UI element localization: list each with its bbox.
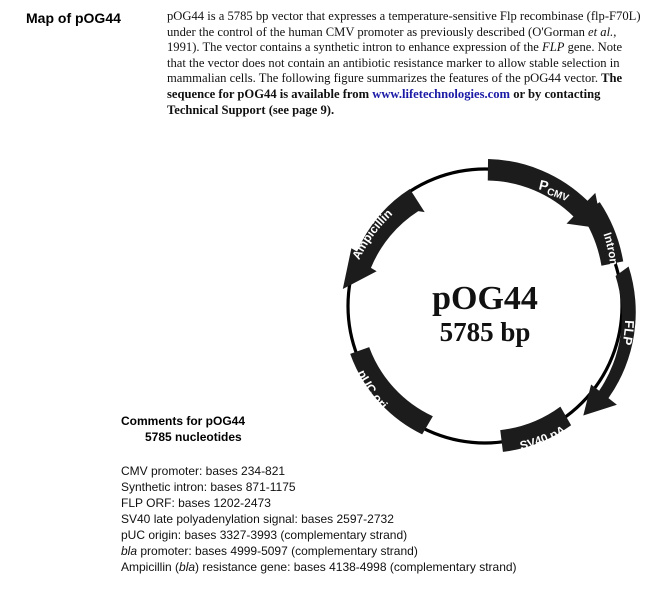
intro-bold-2: or by contacting Technical Support (see page 9). — [167, 86, 601, 117]
feature-cmv: CMV promoter: bases 234-821 — [121, 464, 286, 478]
intron-label: Intron — [600, 231, 620, 267]
pcmv-label: P — [537, 176, 551, 195]
intro-bold-1: The sequence for pOG44 is available from — [167, 71, 623, 101]
plasmid-size: 5785 bp — [439, 317, 531, 347]
feature-puc: pUC origin: bases 3327-3993 (complementary strand) — [121, 528, 408, 542]
intro-flp-gene: FLP — [542, 40, 565, 55]
intro-text-1: pOG44 is a 5785 bp vector that expresses a temperature-sensitive Flp recombinase (flp-F70L) under the control of the human CMV promoter as previously described (O'Gorman — [167, 9, 641, 39]
plasmid-name: pOG44 — [432, 280, 538, 317]
bla-promoter-text: promoter: bases 4999-5097 (complementary strand) — [137, 544, 418, 558]
flp-label: FLP — [619, 319, 638, 347]
comments-block — [121, 413, 321, 445]
comments-subtitle: 5785 nucleotides — [145, 430, 242, 444]
puc-ori-block — [350, 347, 433, 434]
section-heading: Map of pOG44 — [26, 10, 121, 26]
ampicillin-arrow — [343, 189, 425, 289]
ampicillin-label: Ampicillin — [349, 206, 395, 262]
bla-promoter-italic: bla — [121, 544, 138, 558]
intro-text-2: , 1991). The vector contains a synthetic intron to enhance expression of the — [167, 24, 617, 55]
puc-ori-label: pUC ori — [354, 367, 391, 413]
feature-flp: FLP ORF: bases 1202-2473 — [121, 496, 271, 510]
feature-bla-promoter — [121, 543, 641, 559]
intro-etal: et al. — [588, 24, 614, 39]
amp-italic: bla — [179, 560, 196, 574]
intro-text-3: gene. Note that the vector does not contain an antibiotic resistance marker to allow stable selection in mammalian cells. The following figure summarizes the features of the pOG44 vector. — [167, 40, 623, 86]
lifetechnologies-link[interactable]: www.lifetechnologies.com — [372, 86, 511, 101]
svg-text:FLP — [619, 320, 637, 347]
feature-intron: Synthetic intron: bases 871-1175 — [121, 480, 296, 494]
amp-text-post: ) resistance gene: bases 4138-4998 (complementary strand) — [195, 560, 517, 574]
pcmv-subscript: CMV — [545, 186, 571, 205]
amp-text-pre: Ampicillin ( — [121, 560, 180, 574]
feature-list — [121, 463, 641, 575]
feature-sv40: SV40 late polyadenylation signal: bases 2597-2732 — [121, 512, 394, 526]
feature-ampicillin — [121, 559, 641, 575]
comments-title: Comments for pOG44 — [121, 414, 246, 428]
sv40pa-label: SV40 pA — [518, 422, 568, 453]
